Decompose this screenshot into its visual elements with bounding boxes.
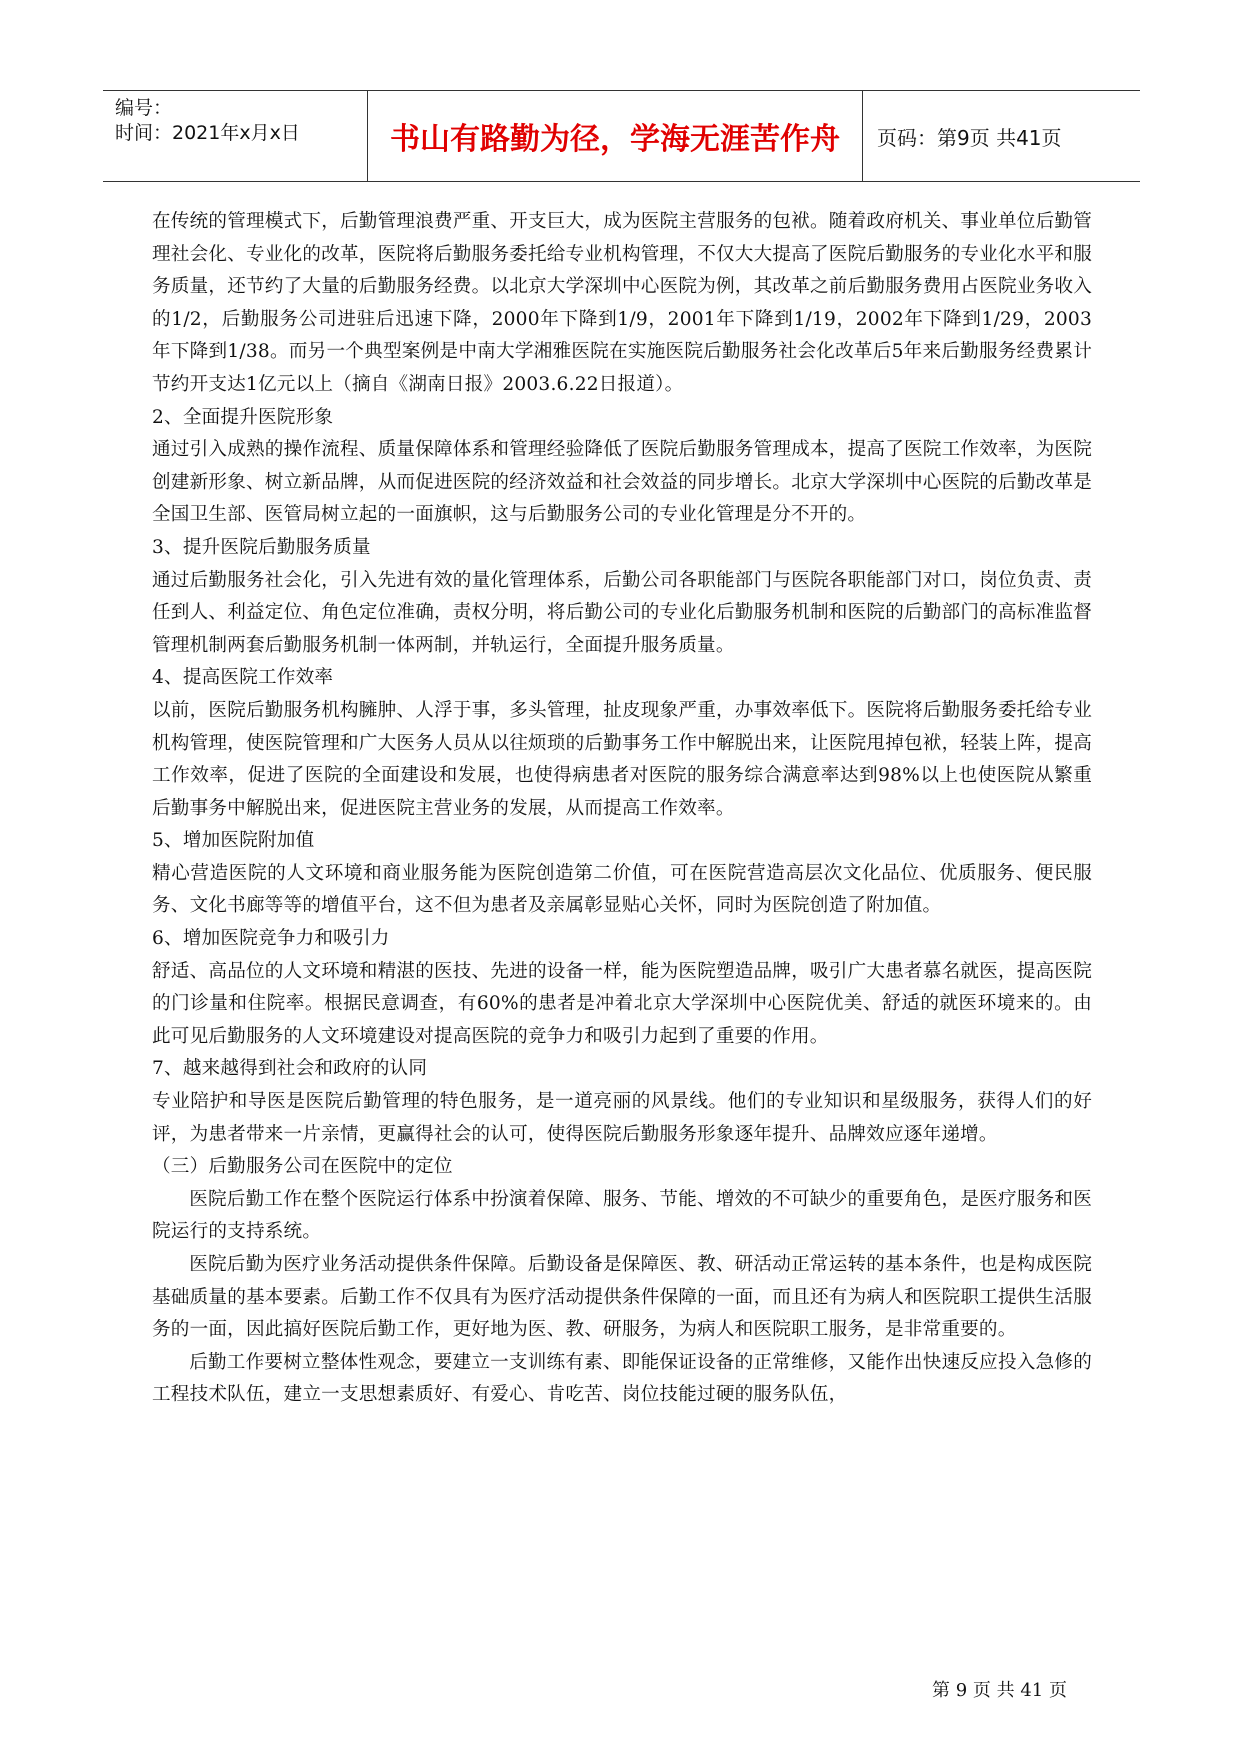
- paragraph: 3、提升医院后勤服务质量: [152, 536, 371, 558]
- paragraph: 专业陪护和导医是医院后勤管理的特色服务，是一道亮丽的风景线。他们的专业知识和星级服务，获得人们的好评，为患者带来一片亲情，更赢得社会的认可，使得医院后勤服务形象逐年提升、品牌效应逐年递增。: [152, 1091, 1092, 1145]
- page-header: [103, 90, 1140, 182]
- paragraph: 后勤工作要树立整体性观念，要建立一支训练有素、即能保证设备的正常维修，又能作出快速反应投入急修的工程技术队伍，建立一支思想素质好、有爱心、肯吃苦、岗位技能过硬的服务队伍，: [152, 1351, 1092, 1406]
- header-meta: [103, 91, 368, 181]
- time-label: 时间：2021年x月x日: [115, 122, 300, 144]
- paragraph: 通过引入成熟的操作流程、质量保障体系和管理经验降低了医院后勤服务管理成本，提高了医院工作效率，为医院创建新形象、树立新品牌，从而促进医院的经济效益和社会效益的同步增长。北京大学深圳中心医院的后勤改革是全国卫生部、医管局树立起的一面旗帜，这与后勤服务公司的专业化管理是分不开的。: [152, 439, 1092, 526]
- paragraph: 通过后勤服务社会化，引入先进有效的量化管理体系，后勤公司各职能部门与医院各职能部门对口，岗位负责、责任到人、利益定位、角色定位准确，责权分明，将后勤公司的专业化后勤服务机制和医院的后勤部门的高标准监督管理机制两套后勤服务机制一体两制，并轨运行，全面提升服务质量。: [152, 569, 1092, 656]
- paragraph: 医院后勤为医疗业务活动提供条件保障。后勤设备是保障医、教、研活动正常运转的基本条件，也是构成医院基础质量的基本要素。后勤工作不仅具有为医疗活动提供条件保障的一面，而且还有为病人和医院职工提供生活服务的一面，因此搞好医院后勤工作，更好地为医、教、研服务，为病人和医院职工服务，是非常重要的。: [152, 1254, 1092, 1341]
- paragraph: 在传统的管理模式下，后勤管理浪费严重、开支巨大，成为医院主营服务的包袱。随着政府机关、事业单位后勤管理社会化、专业化的改革，医院将后勤服务委托给专业机构管理，不仅大大提高了医院后勤服务的专业化水平和服务质量，还节约了大量的后勤服务经费。以北京大学深圳中心医院为例，其改革之前后勤服务费用占医院业务收入的1/2，后勤服务公司进驻后迅速下降，2000年下降到1/9，2001年下降到1/19，2002年下降到1/29，2003年下降到1/38。而另一个典型案例是中南大学湘雅医院在实施医院后勤服务社会化改革后5年来后勤服务经费累计节约开支达1亿元以上（摘自《湖南日报》2003.6.22日报道）。: [152, 211, 1092, 395]
- paragraph: 4、提高医院工作效率: [152, 667, 334, 689]
- paragraph: 6、增加医院竞争力和吸引力: [152, 928, 390, 950]
- paragraph: （三）后勤服务公司在医院中的定位: [152, 1156, 453, 1178]
- paragraph: 精心营造医院的人文环境和商业服务能为医院创造第二价值，可在医院营造高层次文化品位、优质服务、便民服务、文化书廊等等的增值平台，这不但为患者及亲属彰显贴心关怀，同时为医院创造了附加值。: [152, 862, 1092, 917]
- document-body: [152, 206, 1092, 1412]
- number-label: 编号：: [115, 97, 173, 119]
- paragraph: 5、增加医院附加值: [152, 830, 315, 852]
- paragraph: 医院后勤工作在整个医院运行体系中扮演着保障、服务、节能、增效的不可缺少的重要角色，是医疗服务和医院运行的支持系统。: [152, 1188, 1092, 1243]
- paragraph: 舒适、高品位的人文环境和精湛的医技、先进的设备一样，能为医院塑造品牌，吸引广大患者慕名就医，提高医院的门诊量和住院率。根据民意调查，有60%的患者是冲着北京大学深圳中心医院优美、舒适的就医环境来的。由此可见后勤服务的人文环境建设对提高医院的竞争力和吸引力起到了重要的作用。: [152, 960, 1092, 1047]
- page-footer: 第 9 页 共 41 页: [932, 1680, 1067, 1701]
- header-motto: 书山有路勤为径，学海无涯苦作舟: [368, 91, 863, 181]
- paragraph: 以前，医院后勤服务机构臃肿、人浮于事，多头管理，扯皮现象严重，办事效率低下。医院将后勤服务委托给专业机构管理，使医院管理和广大医务人员从以往烦琐的后勤事务工作中解脱出来，让医院甩掉包袱，轻装上阵，提高工作效率，促进了医院的全面建设和发展，也使得病患者对医院的服务综合满意率达到98%以上也使医院从繁重后勤事务中解脱出来，促进医院主营业务的发展，从而提高工作效率。: [152, 699, 1092, 819]
- paragraph: 2、全面提升医院形象: [152, 406, 334, 428]
- header-page-label: 页码：第9页 共41页: [877, 125, 1062, 150]
- paragraph: 7、越来越得到社会和政府的认同: [152, 1058, 428, 1080]
